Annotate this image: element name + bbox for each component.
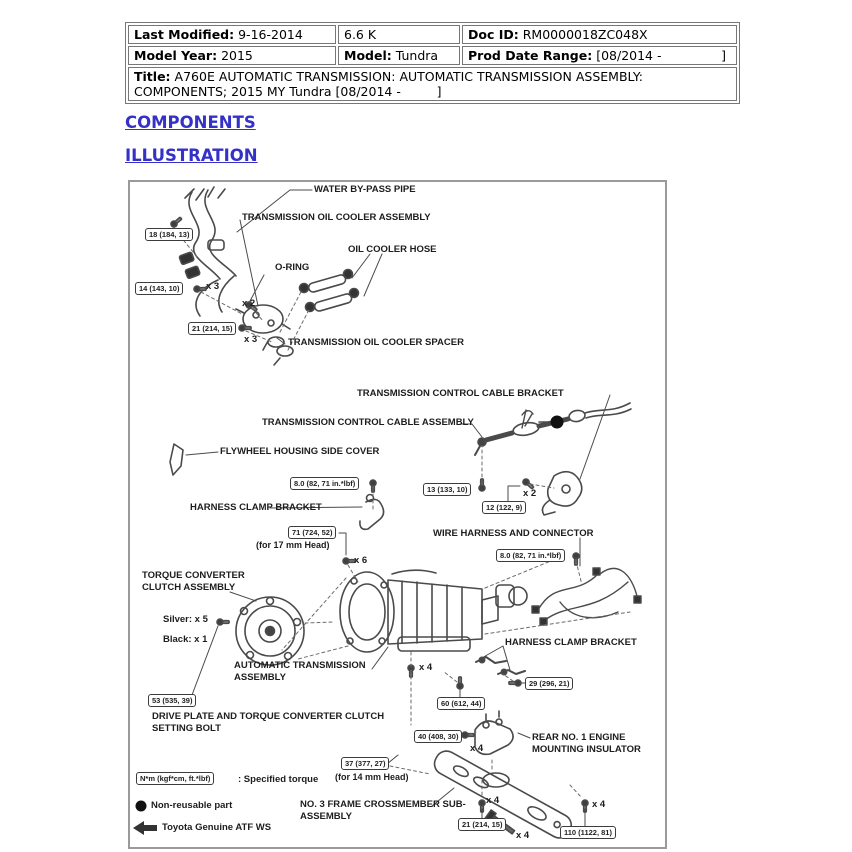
count-x3-b: x 3 <box>244 334 258 345</box>
components-illustration <box>128 180 667 849</box>
torque-box-14: 14 (143, 10) <box>135 282 183 295</box>
last-modified-cell <box>128 25 336 44</box>
legend-non-reusable: Non-reusable part <box>151 800 233 811</box>
doc-id-label: Doc ID: <box>468 27 519 42</box>
count-x4-c: x 4 <box>486 795 500 806</box>
doc-id-value: RM0000018ZC048X <box>522 27 648 42</box>
label-at-assembly: AUTOMATIC TRANSMISSION ASSEMBLY <box>234 660 366 684</box>
harness-clamp-bracket2-art <box>476 657 525 675</box>
last-modified-value: 9-16-2014 <box>238 27 303 42</box>
torque-box-80b: 8.0 (82, 71 in.*lbf) <box>496 549 565 562</box>
label-crossmember: NO. 3 FRAME CROSSMEMBER SUB-ASSEMBLY <box>300 799 466 823</box>
torque-box-21b: 21 (214, 15) <box>458 818 506 831</box>
label-oil-cooler-hose: OIL COOLER HOSE <box>348 244 437 255</box>
model-year-value: 2015 <box>221 48 253 63</box>
size-value: 6.6 K <box>344 27 377 42</box>
title-cell <box>128 67 737 101</box>
model-year-label: Model Year: <box>134 48 218 63</box>
torque-box-18: 18 (184, 13) <box>145 228 193 241</box>
legend-atf: Toyota Genuine ATF WS <box>162 822 272 833</box>
prod-date-value: [08/2014 - ] <box>596 48 726 63</box>
torque-box-80a: 8.0 (82, 71 in.*lbf) <box>290 477 359 490</box>
label-o-ring: O-RING <box>275 262 310 273</box>
model-label: Model: <box>344 48 392 63</box>
model-cell <box>338 46 460 65</box>
flywheel-cover-art <box>170 444 183 475</box>
label-control-cable-assembly: TRANSMISSION CONTROL CABLE ASSEMBLY <box>262 417 474 428</box>
torque-box-21a: 21 (214, 15) <box>188 322 236 335</box>
illustration-link[interactable]: ILLUSTRATION <box>125 146 258 165</box>
prod-date-label: Prod Date Range: <box>468 48 593 63</box>
label-water-bypass-pipe: WATER BY-PASS PIPE <box>314 184 416 195</box>
count-silver: Silver: x 5 <box>163 614 208 625</box>
oil-cooler-hose-art <box>300 270 359 313</box>
count-x4-b: x 4 <box>470 743 484 754</box>
count-x2-a: x 2 <box>242 298 256 309</box>
torque-box-37: 37 (377, 27) <box>341 757 389 770</box>
label-drive-plate: DRIVE PLATE AND TORQUE CONVERTER CLUTCH SETTING BOLT <box>152 711 385 735</box>
count-x3-a: x 3 <box>206 281 220 292</box>
label-oil-cooler-spacer: TRANSMISSION OIL COOLER SPACER <box>288 337 464 348</box>
torque-box-71: 71 (724, 52) <box>288 526 336 539</box>
control-cable-bracket-art <box>542 472 581 515</box>
torque-box-110: 110 (1122, 81) <box>560 826 616 839</box>
count-x4-e: x 4 <box>592 799 606 810</box>
torque-box-12: 12 (122, 9) <box>482 501 526 514</box>
torque-box-29: 29 (296, 21) <box>525 677 573 690</box>
model-value: Tundra <box>395 48 439 63</box>
count-x2-b: x 2 <box>523 488 537 499</box>
document-info-table <box>125 22 740 104</box>
prod-date-cell <box>462 46 737 65</box>
control-cable-art <box>475 403 631 455</box>
label-oil-cooler-assembly: TRANSMISSION OIL COOLER ASSEMBLY <box>242 212 431 223</box>
table-row <box>128 46 737 65</box>
title-label: Title: <box>134 69 171 84</box>
torque-box-53: 53 (535, 39) <box>148 694 196 707</box>
count-x6: x 6 <box>354 555 368 566</box>
non-reusable-marker-icon <box>551 416 564 429</box>
components-link[interactable]: COMPONENTS <box>125 113 256 132</box>
torque-box-60: 60 (612, 44) <box>437 697 485 710</box>
count-black: Black: x 1 <box>163 634 208 645</box>
note-for-17mm-head: (for 17 mm Head) <box>256 540 330 550</box>
label-harness-clamp-bracket-1: HARNESS CLAMP BRACKET <box>190 502 322 513</box>
label-torque-converter-clutch: TORQUE CONVERTER CLUTCH ASSEMBLY <box>142 570 245 594</box>
harness-clamp-bracket1-art <box>360 495 384 530</box>
table-row <box>128 67 737 101</box>
label-rear-mount: REAR NO. 1 ENGINE MOUNTING INSULATOR <box>532 732 641 756</box>
label-control-cable-bracket: TRANSMISSION CONTROL CABLE BRACKET <box>357 388 564 399</box>
table-row <box>128 25 737 44</box>
torque-box-13: 13 (133, 10) <box>423 483 471 496</box>
page-title: A760E AUTOMATIC TRANSMISSION: AUTOMATIC TRANSMISSION ASSEMBLY: COMPONENTS; 2015 MY Tundra [08/2014 - ] <box>134 69 644 99</box>
count-x4-a: x 4 <box>419 662 433 673</box>
size-cell <box>338 25 460 44</box>
torque-converter-art <box>236 597 304 665</box>
water-bypass-pipe-art <box>179 187 236 316</box>
torque-box-40: 40 (408, 30) <box>414 730 462 743</box>
label-wire-harness: WIRE HARNESS AND CONNECTOR <box>433 528 594 539</box>
doc-id-cell <box>462 25 737 44</box>
label-harness-clamp-bracket-2: HARNESS CLAMP BRACKET <box>505 637 637 648</box>
count-x4-d: x 4 <box>516 830 530 841</box>
non-reusable-dot-icon <box>136 801 147 812</box>
model-year-cell <box>128 46 336 65</box>
atf-arrow-icon <box>133 821 157 835</box>
legend-specified-torque: : Specified torque <box>238 774 319 785</box>
last-modified-label: Last Modified: <box>134 27 235 42</box>
wire-harness-art <box>532 568 641 625</box>
label-flywheel-cover: FLYWHEEL HOUSING SIDE COVER <box>220 446 380 457</box>
legend-nm-box: N*m (kgf*cm, ft.*lbf) <box>136 772 214 785</box>
note-for-14mm-head: (for 14 mm Head) <box>335 772 409 782</box>
